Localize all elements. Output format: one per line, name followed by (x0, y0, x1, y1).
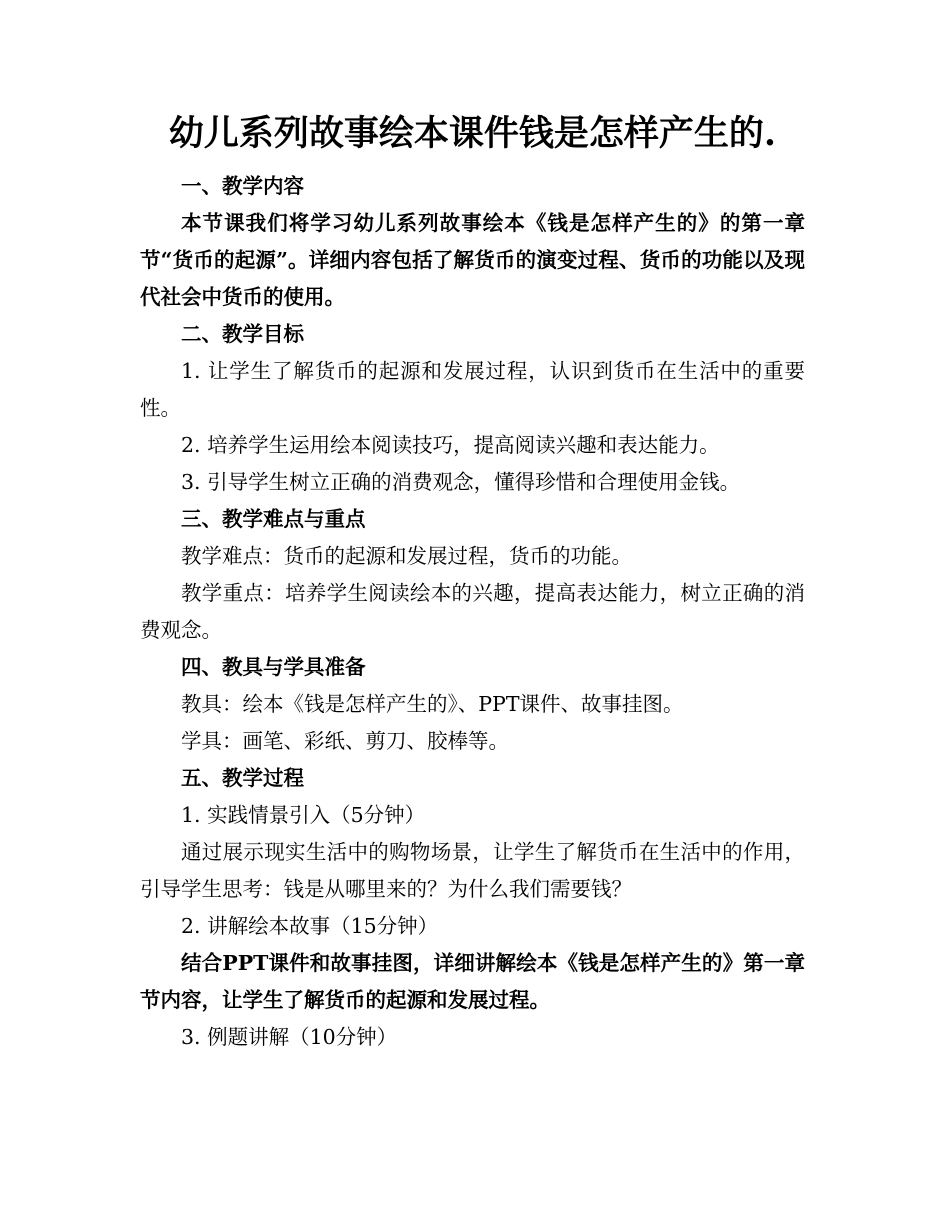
goal-item-1: 1. 让学生了解货币的起源和发展过程，认识到货币在生活中的重要性。 (140, 359, 805, 420)
process-step-3-title: 3. 例题讲解（10分钟） (181, 1025, 398, 1049)
process-step-1-title: 1. 实践情景引入（5分钟） (181, 803, 426, 827)
heading-teaching-goals: 二、教学目标 (181, 322, 304, 346)
heading-teaching-process: 五、教学过程 (181, 766, 304, 790)
heading-teaching-content: 一、教学内容 (181, 174, 304, 198)
paragraph-student-materials: 学具：画笔、彩纸、剪刀、胶棒等。 (181, 729, 509, 753)
heading-difficulties-focus: 三、教学难点与重点 (181, 507, 366, 531)
process-step-2-body: 结合PPT课件和故事挂图，详细讲解绘本《钱是怎样产生的》第一章节内容，让学生了解货币的起源和发展过程。 (140, 951, 805, 1012)
document-page (140, 108, 805, 1056)
goal-item-3: 3. 引导学生树立正确的消费观念，懂得珍惜和合理使用金钱。 (181, 470, 741, 494)
paragraph-teacher-materials: 教具：绘本《钱是怎样产生的》、PPT课件、故事挂图。 (181, 692, 684, 716)
process-step-1-body: 通过展示现实生活中的购物场景，让学生了解货币在生活中的作用，引导学生思考：钱是从哪里来的？为什么我们需要钱？ (140, 840, 805, 901)
document-title: 幼儿系列故事绘本课件钱是怎样产生的. (168, 113, 777, 154)
goal-item-2: 2. 培养学生运用绘本阅读技巧，提高阅读兴趣和表达能力。 (181, 433, 720, 457)
paragraph-focus: 教学重点：培养学生阅读绘本的兴趣，提高表达能力，树立正确的消费观念。 (140, 581, 805, 642)
paragraph-difficulties: 教学难点：货币的起源和发展过程，货币的功能。 (181, 544, 632, 568)
paragraph-content-summary: 本节课我们将学习幼儿系列故事绘本《钱是怎样产生的》的第一章节“货币的起源”。详细内容包括了解货币的演变过程、货币的功能以及现代社会中货币的使用。 (140, 211, 805, 309)
heading-materials: 四、教具与学具准备 (181, 655, 366, 679)
process-step-2-title: 2. 讲解绘本故事（15分钟） (181, 914, 439, 938)
